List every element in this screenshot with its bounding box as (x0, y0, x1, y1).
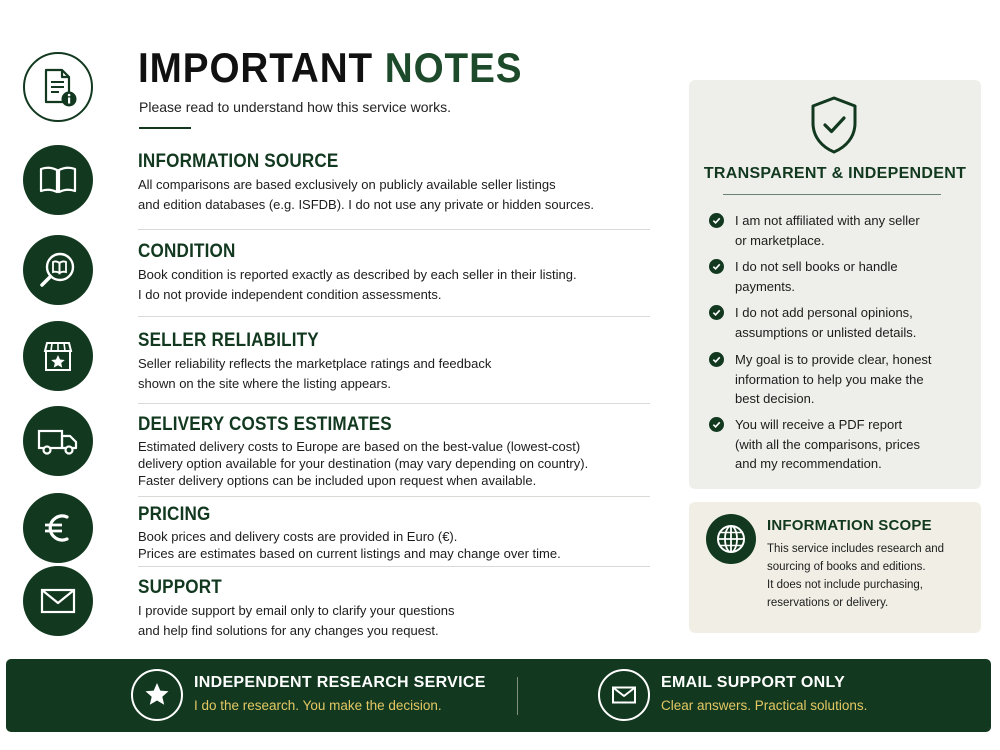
envelope-icon (598, 669, 650, 721)
section-text: Book condition is reported exactly as described by each seller in their listing. I do not provide independent condition assessments. (138, 267, 577, 302)
footer-banner (6, 659, 991, 732)
check-icon (709, 259, 724, 274)
check-icon (709, 305, 724, 320)
page-subtitle: Please read to understand how this service works. (139, 99, 452, 115)
footer-right-title: EMAIL SUPPORT ONLY (661, 674, 846, 691)
transparent-independent-panel (689, 80, 981, 489)
magnifier-book-icon (23, 235, 93, 305)
section-condition (138, 241, 653, 304)
envelope-icon (23, 566, 93, 636)
section-delivery-costs (138, 414, 653, 489)
divider (138, 496, 650, 497)
scope-text: This service includes research and sourcing of books and editions. It does not include purchasing, reservations or delivery. (767, 543, 945, 609)
bullet-item: I do not sell books or handle payments. (709, 257, 959, 296)
section-text: I provide support by email only to clarify your questions and help find solutions for any changes you request. (138, 603, 455, 638)
section-text: All comparisons are based exclusively on publicly available seller listings and edition databases (e.g. ISFDB). I do not use any private or hidden sources. (138, 177, 594, 212)
section-title: PRICING (138, 504, 211, 525)
divider (138, 403, 650, 404)
footer-left-subtitle: I do the research. You make the decision. (194, 698, 442, 713)
euro-icon (23, 493, 93, 563)
section-text: Seller reliability reflects the marketplace ratings and feedback shown on the site where the listing appears. (138, 356, 492, 391)
section-title: INFORMATION SOURCE (138, 151, 339, 172)
globe-icon (706, 514, 756, 564)
section-seller-reliability (138, 330, 653, 393)
divider (138, 566, 650, 567)
footer-separator (517, 677, 518, 715)
bullet-item: I do not add personal opinions, assumptions or unlisted details. (709, 303, 959, 342)
bullet-item: I am not affiliated with any seller or marketplace. (709, 211, 959, 250)
bullet-item: My goal is to provide clear, honest information to help you make the best decision. (709, 350, 959, 409)
panel-title: TRANSPARENT & INDEPENDENT (703, 165, 967, 182)
panel-divider (723, 194, 941, 195)
footer-right-subtitle: Clear answers. Practical solutions. (661, 698, 868, 713)
page-title: IMPORTANT NOTES (138, 44, 523, 91)
check-icon (709, 352, 724, 367)
section-title: SELLER RELIABILITY (138, 330, 319, 351)
delivery-truck-icon (23, 406, 93, 476)
bullet-item: You will receive a PDF report (with all the comparisons, prices and my recommendation. (709, 415, 959, 474)
document-info-icon (23, 52, 93, 122)
section-text: Estimated delivery costs to Europe are based on the best-value (lowest-cost) delivery option available for your destination (may vary depending on country). Faster delivery options can be included upon request when available. (138, 439, 589, 488)
check-icon (709, 417, 724, 432)
title-underline (139, 127, 191, 129)
footer-left-title: INDEPENDENT RESEARCH SERVICE (194, 674, 486, 691)
section-text: Book prices and delivery costs are provided in Euro (€). Prices are estimates based on current listings and may change over time. (138, 529, 561, 561)
scope-title: INFORMATION SCOPE (767, 517, 932, 534)
shield-check-icon (808, 95, 860, 159)
divider (138, 316, 650, 317)
storefront-star-icon (23, 321, 93, 391)
open-book-icon (23, 145, 93, 215)
section-title: CONDITION (138, 241, 236, 262)
section-support (138, 577, 653, 640)
star-icon (131, 669, 183, 721)
information-scope-panel (689, 502, 981, 633)
check-icon (709, 213, 724, 228)
section-title: SUPPORT (138, 577, 222, 598)
divider (138, 229, 650, 230)
section-title: DELIVERY COSTS ESTIMATES (138, 414, 392, 435)
section-pricing (138, 504, 653, 562)
section-information-source (138, 151, 653, 214)
